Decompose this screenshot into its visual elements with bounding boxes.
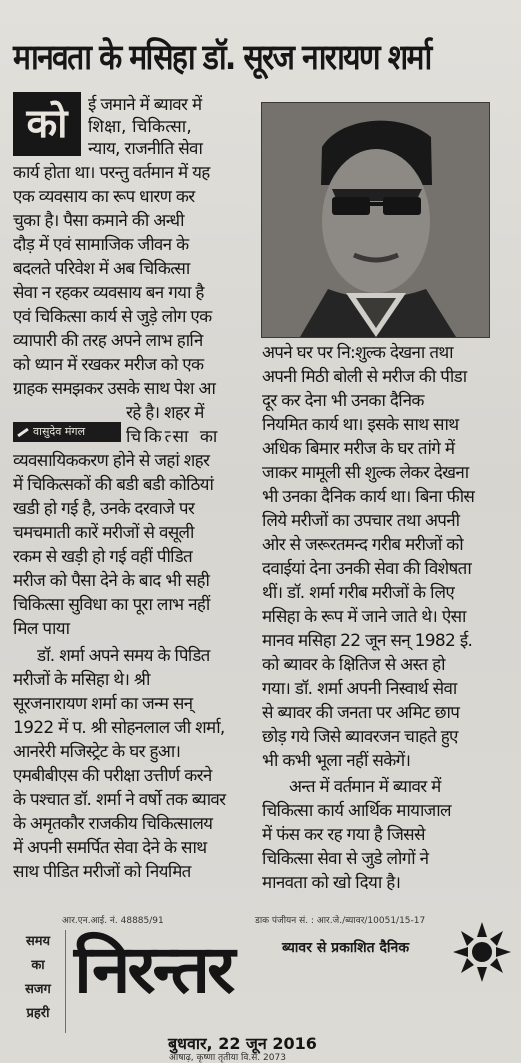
left-line-12: को ध्यान में रखकर मरीज को एक bbox=[13, 355, 204, 375]
left-line-9: सेवा न रहकर व्यवसाय बन गया है bbox=[13, 283, 204, 303]
right-line-21: में फंस कर रह गया है जिससे bbox=[262, 825, 425, 845]
article-headline: मानवता के मसिहा डॉ. सूरज नारायण शर्मा bbox=[13, 38, 431, 78]
right-line-13: मानव मसिहा 22 जून सन् 1982 ई. bbox=[262, 631, 473, 651]
tagline-block bbox=[11, 930, 66, 1033]
right-line-17: छोड़ गये जिसे ब्यावरजन चाहते हुए bbox=[262, 727, 458, 747]
left-article-column bbox=[13, 92, 250, 922]
right-line-3: दूर कर देना भी उनका दैनिक bbox=[262, 391, 424, 411]
left-line-13: ग्राहक समझकर उसके साथ पेश आ bbox=[13, 379, 216, 399]
left-line-10: एवं चिकित्सा कार्य से जुड़े लोग एक bbox=[13, 307, 212, 327]
right-line-5: अधिक बिमार मरीज के घर तांगे में bbox=[262, 439, 455, 459]
portrait-photo bbox=[261, 102, 490, 338]
byline-text: वासुदेव मंगल bbox=[33, 425, 86, 438]
left-line-33: साथ पीडित मरीजों को नियमित bbox=[13, 862, 191, 882]
right-line-6: जाकर मामूली सी शुल्क लेकर देखना bbox=[262, 463, 469, 483]
left-line-7: दौड़ में एवं सामाजिक जीवन के bbox=[13, 235, 189, 255]
right-line-7: भी उनका दैनिक कार्य था। बिना फीस bbox=[262, 487, 475, 507]
published-from: ब्यावर से प्रकाशित दैनिक bbox=[282, 940, 410, 956]
right-line-14: को ब्यावर के क्षितिज से अस्त हो bbox=[262, 655, 445, 675]
right-line-9: ओर से जरूरतमन्द गरीब मरीजों को bbox=[262, 535, 463, 555]
left-line-11: व्यापारी की तरह अपने लाभ हानि bbox=[13, 331, 203, 351]
pen-icon bbox=[17, 427, 29, 436]
left-line-5: एक व्यवसाय का रूप धारण कर bbox=[13, 187, 195, 207]
tagline-line-2: का bbox=[31, 958, 45, 973]
portrait-illustration bbox=[262, 103, 489, 337]
drop-cap: को bbox=[13, 92, 81, 156]
tagline-line-1: समय bbox=[25, 934, 51, 949]
left-line-26: सूरजनारायण शर्मा का जन्म सन् bbox=[13, 694, 193, 714]
left-line-3: न्याय, राजनीति सेवा bbox=[88, 139, 203, 159]
left-line-21: मरीज को पैसा देने के बाद भी सही bbox=[13, 571, 210, 591]
right-line-23: मानवता को खो दिया है। bbox=[262, 873, 401, 893]
newspaper-masthead bbox=[0, 910, 521, 1063]
left-line-6: चुका है। पैसा कमाने की अन्धी bbox=[13, 211, 184, 231]
left-line-25: मरीजों के मसिहा थे। श्री bbox=[13, 670, 150, 690]
left-line-8: बदलते परिवेश में अब चिकित्सा bbox=[13, 259, 190, 279]
left-line-24: डॉ. शर्मा अपने समय के पिडित bbox=[37, 646, 210, 666]
author-byline bbox=[13, 422, 121, 442]
right-line-11: थीं। डॉ. शर्मा गरीब मरीजों के लिए bbox=[262, 583, 455, 603]
hindu-calendar-date: आषाढ़, कृष्णा तृतीया वि.सं. 2073 bbox=[169, 1053, 286, 1063]
right-line-12: मसिहा के रूप में जाने जाते थे। ऐसा bbox=[262, 607, 466, 627]
tagline-line-3: सजग bbox=[25, 982, 51, 997]
left-line-14: रहे है। शहर में bbox=[126, 403, 204, 423]
left-line-19: चमचमाती कारें मरीजों से वसूली bbox=[13, 523, 194, 543]
left-line-20: रकम से खड़ी हो गई वहीं पीडित bbox=[13, 547, 192, 567]
right-line-15: गया। डॉ. शर्मा अपनी निस्वार्थ सेवा bbox=[262, 679, 457, 699]
right-article-column bbox=[262, 342, 502, 902]
right-line-4: नियमित कार्य था। इसके साथ साथ bbox=[262, 415, 459, 435]
right-line-22: चिकित्सा सेवा से जुडे लोगों ने bbox=[262, 849, 429, 869]
right-line-10: दवाईयां देना उनकी सेवा की विशेषता bbox=[262, 559, 472, 579]
left-line-31: के अमृतकौर राजकीय चिकित्सालय bbox=[13, 814, 213, 834]
left-line-23: मिल पाया bbox=[13, 619, 70, 639]
right-line-8: लिये मरीजों का उपचार तथा अपनी bbox=[262, 511, 460, 531]
right-line-1: अपने घर पर नि:शुल्क देखना तथा bbox=[262, 343, 453, 363]
issue-date: बुधवार, 22 जून 2016 bbox=[168, 1034, 317, 1053]
left-line-4: कार्य होता था। परन्तु वर्तमान में यह bbox=[13, 163, 210, 183]
left-line-28: आनरेरी मजिस्ट्रेट के घर हुआ। bbox=[13, 742, 181, 762]
tagline-line-4: प्रहरी bbox=[26, 1006, 50, 1021]
right-line-2: अपनी मिठी बोली से मरीज की पीडा bbox=[262, 367, 467, 387]
left-line-18: खडी हो गई है, उनके दरवाजे पर bbox=[13, 499, 195, 519]
left-line-16: व्यवसायिककरण होने से जहां शहर bbox=[13, 451, 210, 471]
left-line-15: चिकित्सा का bbox=[126, 427, 221, 447]
left-line-17: में चिकित्सकों की बडी बडी कोठियां bbox=[13, 475, 214, 495]
right-line-20: चिकित्सा कार्य आर्थिक मायाजाल bbox=[262, 801, 451, 821]
left-line-30: के पश्चात डॉ. शर्मा ने वर्षो तक ब्यावर bbox=[13, 790, 226, 810]
left-line-29: एमबीबीएस की परीक्षा उत्तीर्ण करने bbox=[13, 766, 212, 786]
left-line-27: 1922 में प. श्री सोहनलाल जी शर्मा, bbox=[13, 718, 225, 738]
registration-number-left: आर.एन.आई. नं. 48885/91 bbox=[62, 916, 164, 926]
postal-registration-right: डाक पंजीयन सं. : आर.जे./ब्यावर/10051/15-17 bbox=[255, 916, 426, 926]
right-line-18: भी कभी भूला नहीं सकेगें। bbox=[262, 751, 411, 771]
left-line-22: चिकित्सा सुविधा का पूरा लाभ नहीं bbox=[13, 595, 210, 615]
sun-icon bbox=[452, 920, 512, 984]
right-line-16: से ब्यावर की जनता पर अमिट छाप bbox=[262, 703, 460, 723]
left-line-1: ई जमाने में ब्यावर में bbox=[88, 95, 202, 115]
newspaper-brand: निरन्तर bbox=[74, 931, 233, 1008]
left-line-2: शिक्षा, चिकित्सा, bbox=[88, 117, 192, 137]
right-line-19: अन्त में वर्तमान में ब्यावर में bbox=[289, 777, 441, 797]
left-line-32: में अपनी समर्पित सेवा देने के साथ bbox=[13, 838, 207, 858]
